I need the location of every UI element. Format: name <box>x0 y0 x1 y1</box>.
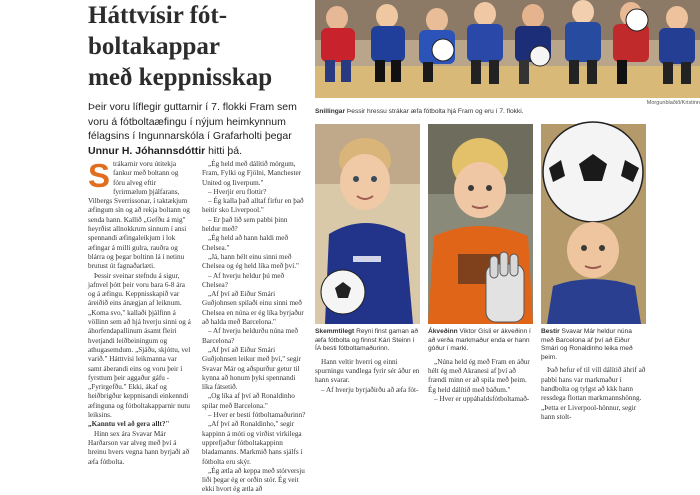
boy-under-ball-image <box>541 124 646 324</box>
headline-line-3: með keppnisskap <box>88 64 273 91</box>
lead-text: Þeir voru líflegir guttarnir í 7. flokki Fram sem voru á fótboltaæfingu í nýjum heimkynnum félagsins í Ingunnarskóla í Grafarholti þegar <box>88 101 297 142</box>
article-column-2 <box>202 160 306 494</box>
col2-paragraph-12: – Hver er besti fótboltamaðurinn? <box>208 411 306 420</box>
col2-paragraph-2: – Hverjir eru flottir? <box>208 187 267 196</box>
caption-column-1 <box>315 328 420 400</box>
col2-paragraph-5: „Ég held að hann haldi með Chelsea." <box>202 234 289 252</box>
caption-2-body-p2: – Hver er uppáhaldsfótboltamað- <box>434 394 530 403</box>
team-photo <box>315 0 700 98</box>
article-column-1 <box>88 157 192 466</box>
col2-paragraph-13: „Af því að Ronaldinho," segir kappinn á móti og virðist virkilega upprefjaður fótboltakappinn bladamanns. Markmið hans sjálfs í fótbolta eru skýr. <box>202 420 303 466</box>
caption-3-title: Bestir <box>541 328 560 335</box>
col2-paragraph-7: – Af hverju heldur þú með Chelsea? <box>202 271 285 289</box>
headline-line-1: Háttvísir fót- <box>88 2 228 29</box>
col2-paragraph-1: „Ég held með dálítið mörgum, Fram, Fylki og Fjölni, Manchester United og Iiverpum." <box>202 160 302 187</box>
team-caption-text: Þessir hressu strákar æfa fótbolta hjá Fram og eru í 7. flokki. <box>346 108 524 115</box>
photo-boy-with-ball <box>315 124 420 324</box>
col1-paragraph-3: Hinn sex ára Svavar Már Harðarson var alveg með því á hreinu hvers vegna hann byrjaði að æfa fótbolta. <box>88 429 190 466</box>
caption-1-title: Skemmtilegt <box>315 328 355 335</box>
photo-goalkeeper <box>428 124 533 324</box>
drop-cap: S <box>88 157 111 194</box>
col2-paragraph-11: „Og líka af því að Ronaldinho spilar með Barcelona." <box>202 392 295 410</box>
lead-paragraph <box>88 100 310 158</box>
caption-2-body-p1: „Núna held ég með Fram en áður hélt ég með Akranesi af því að frændi minn er að spila með þeim. Ég held dálítið með báðum." <box>428 357 530 394</box>
caption-3-body-p1: Það hefur ef til vill dálítið áhrif að pabbi hans var markmaður í handbolta og tylgst að kkk hann ressdega flottan markmannshönng. „Þetta er Liverpool-hönnur, segir hann stolt- <box>541 366 646 421</box>
col1-paragraph-1: trákarnir voru útitekja fankur með boltann og fóru alveg eftir fyrirmælum þjálfarans, Vilbergs Sverrissonar, í taktækjum æfingum sín og að rekja boltann og senda hann. Kallið „Gefðu á mig" heyrðist allnokkrum sinnum í ansi spennandi æfingaleikjum í lok æfingar á milli gulra, rauðra og blárra og þegar boltinn lá í netinu brutust út fagnaðarlæti. <box>88 160 190 271</box>
caption-2-body <box>428 358 533 404</box>
caption-3-body <box>541 366 646 422</box>
caption-1-body-p1: Hann veltir hverri og einni spurningu vandlega fyrir sér áður en hann svarar. <box>315 357 420 385</box>
team-caption-title: Snillingar <box>315 108 346 115</box>
caption-1-body <box>315 358 420 395</box>
caption-2-title: Ákveðinn <box>428 328 458 335</box>
headline <box>88 0 320 93</box>
lead-end: hitti þá. <box>208 144 243 157</box>
caption-3-text: Svavar Már heldur núna með Barcelona af því að Eiður Smári og Ronaldinho leika með þeim. <box>541 328 633 361</box>
photo-credit: Morgunblaðið/Kristinn <box>646 100 700 106</box>
col2-paragraph-4: – Er það lið sem pabbi þinn heldur með? <box>202 215 288 234</box>
caption-column-2 <box>428 328 533 403</box>
caption-1-body-p2: – Af hverju byrjaðirðu að æfa fót- <box>321 385 419 394</box>
team-photo-caption <box>315 108 700 117</box>
col1-paragraph-2: Þessir sveinar stefndu á sigur, jafnvel þótt þeir voru bara 6-8 ára og á æfingu. Keppnisskapið var áreiðið eins ánægjan af leiknum. „Koma svo," kallaði þjálfinn á völlinn sem að hjá hverju sinni og á áhorfendapallinum ásamt fleiri hvetjandi leiðbeiningum og athugasemdum. „Sjáðu, skjóttu, vel varið." Hátttvísi leikmanna var samt áberandi eins og voru þeir í fyrsttum þeir aggaður gáfu - „Fyrirgefðu." Ekki, ákaf og heiðbrigður keppnisandi einkenndi æfinguna og fótboltakapparnir nutu leiksins. <box>88 271 191 420</box>
col2-paragraph-14: „Ég ætla að keppa með stórversju liði þegar ég er orðin stór. Ég veit ekki hvort ég ætla að <box>202 466 305 494</box>
lead-author: Unnur H. Jóhannsdóttir <box>88 144 206 157</box>
col2-paragraph-8: „Af því að Eiður Smári Guðjohnsen spilaði einu sinni með Chelsea en núna er ég líka byrjaður að halda með Barcelona." <box>202 290 304 327</box>
col2-paragraph-3: – Ég kalla það alltaf fírfur en það heitir sko Liverpool." <box>202 197 304 215</box>
col2-paragraph-10: „Af því að Eiður Smári Guðjohnsen leikur með því," segir Svavar Már og aðspurður getur til kynna að honum þyki spennandi líka fátsetið. <box>202 345 301 392</box>
col1-subheading: „Kanntu vel að gera allt?" <box>88 420 170 429</box>
caption-2-text: Viktor Gísli er ákveðinn í að verða markmaður enda er hann góður í marki. <box>428 328 531 353</box>
headline-line-2: boltakappar <box>88 33 220 60</box>
caption-column-3 <box>541 328 646 421</box>
boy-with-ball-image <box>315 124 420 324</box>
col2-paragraph-9: – Af hverju heldurðu núna með Barcelona? <box>202 327 299 345</box>
photo-boy-under-ball <box>541 124 646 324</box>
goalkeeper-image <box>428 124 533 324</box>
team-photo-image <box>315 0 700 98</box>
col2-paragraph-6: „Já, hann hélt einu sinni með Chelsea og ég held líka með því." <box>202 252 299 271</box>
caption-1-text: Reyni finst gaman að æfa fótbolta og finnst Kári Steinn í ÍA besti fótboltamaðurinn. <box>315 328 419 353</box>
